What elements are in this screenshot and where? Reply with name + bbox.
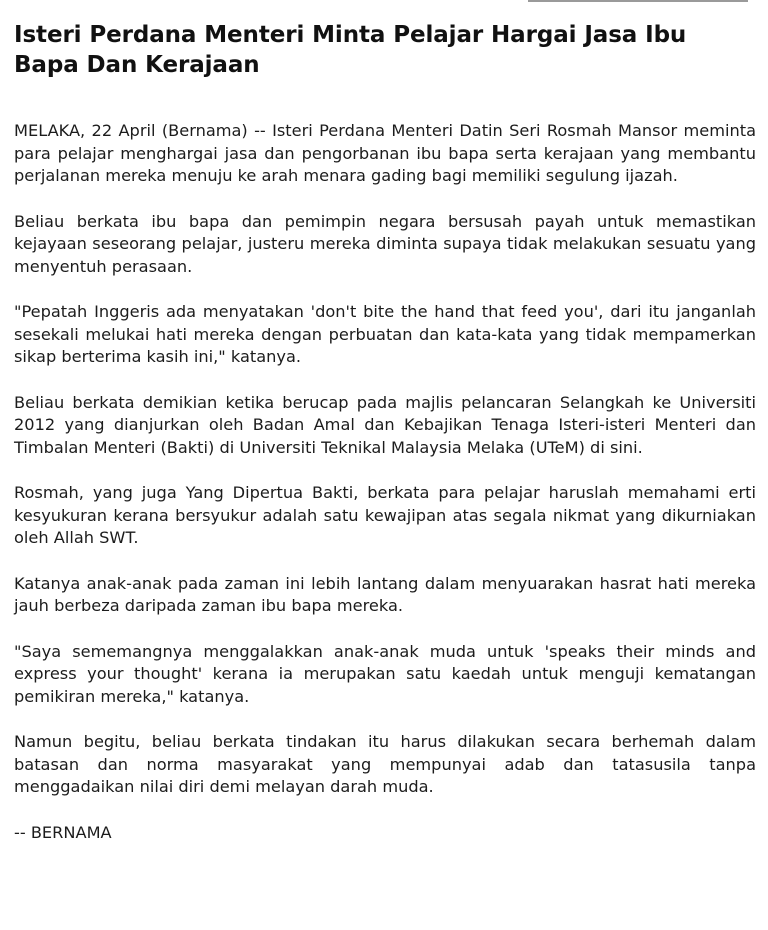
article-paragraph-4: Beliau berkata demikian ketika berucap pada majlis pelancaran Selangkah ke Universiti 2012 yang dianjurkan oleh Badan Amal dan Kebajikan Tenaga Isteri-isteri Menteri dan Timbalan Menteri (Bakti) di Universiti Teknikal Malaysia Melaka (UTeM) di sini. — [14, 392, 756, 457]
article-paragraph-7: "Saya sememangnya menggalakkan anak-anak muda untuk 'speaks their minds and express your thought' kerana ia merupakan satu kaedah untuk menguji kematangan pemikiran mereka," katanya. — [14, 641, 756, 706]
news-article — [14, 20, 756, 844]
article-byline: -- BERNAMA — [14, 822, 112, 842]
article-headline: Isteri Perdana Menteri Minta Pelajar Hargai Jasa Ibu Bapa Dan Kerajaan — [14, 22, 687, 78]
article-paragraph-2: Beliau berkata ibu bapa dan pemimpin negara bersusah payah untuk memastikan kejayaan seseorang pelajar, justeru mereka diminta supaya tidak melakukan sesuatu yang menyentuh perasaan. — [14, 211, 756, 276]
article-paragraph-5: Rosmah, yang juga Yang Dipertua Bakti, berkata para pelajar haruslah memahami erti kesyukuran kerana bersyukur adalah satu kewajipan atas segala nikmat yang dikurniakan oleh Allah SWT. — [14, 483, 756, 547]
article-paragraph-6: Katanya anak-anak pada zaman ini lebih lantang dalam menyuarakan hasrat hati mereka jauh berbeza daripada zaman ibu bapa mereka. — [14, 573, 756, 615]
article-paragraph-8: Namun begitu, beliau berkata tindakan itu harus dilakukan secara berhemah dalam batasan dan norma masyarakat yang mempunyai adab dan tatasusila tanpa menggadaikan nilai diri demi melayan darah muda. — [14, 732, 756, 796]
scan-edge-mark — [528, 0, 748, 2]
article-paragraph-3: "Pepatah Inggeris ada menyatakan 'don't bite the hand that feed you', dari itu janganlah sesekali melukai hati mereka dengan perbuatan dan kata-kata yang tidak mempamerkan sikap berterima kasih ini," katanya. — [14, 302, 756, 366]
article-paragraph-1: MELAKA, 22 April (Bernama) -- Isteri Perdana Menteri Datin Seri Rosmah Mansor meminta para pelajar menghargai jasa dan pengorbanan ibu bapa serta kerajaan yang membantu perjalanan mereka menuju ke arah menara gading bagi memiliki segulung ijazah. — [14, 121, 756, 185]
